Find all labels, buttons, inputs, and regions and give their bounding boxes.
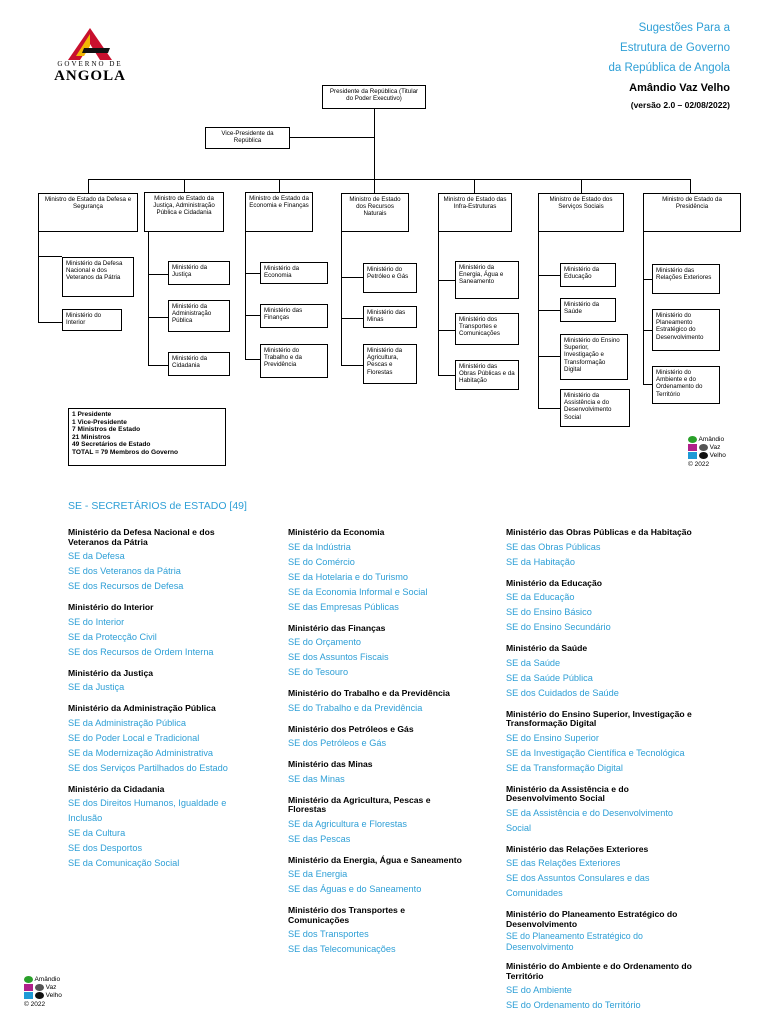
box-ministerio-transportes: Ministério dos Transportes e Comunicações — [455, 313, 519, 345]
se-item: SE do Tesouro — [288, 667, 349, 677]
magenta-square-icon — [24, 984, 33, 991]
se-item: SE da Modernização Administrativa — [68, 747, 214, 758]
se-ministry-heading: Ministério da Administração Pública — [68, 703, 216, 713]
title-line-3: da República de Angola — [608, 62, 730, 74]
summary-line: 1 Presidente — [72, 411, 112, 418]
box-ministerio-petroleo: Ministério do Petróleo e Gás — [363, 263, 417, 293]
se-item: SE do Orçamento — [288, 637, 362, 647]
legend-copyright: © 2022 — [688, 460, 710, 468]
se-ministry-heading: Ministério das Minas — [288, 759, 373, 769]
se-ministry-heading: Ministério das Obras Públicas e da Habitação — [506, 527, 692, 537]
summary-line: 21 Ministros — [72, 433, 111, 441]
angola-emblem-icon — [40, 26, 140, 60]
se-item: SE dos Serviços Partilhados do Estado — [68, 762, 228, 773]
se-item: SE da Saúde Pública — [506, 672, 593, 683]
se-item: SE dos Cuidados de Saúde — [506, 687, 619, 698]
se-item: SE das Pescas — [288, 833, 351, 844]
governo-angola-logo — [40, 26, 140, 90]
green-dot-icon — [24, 976, 33, 983]
box-ministro-estado-justica: Ministro de Estado da Justiça, Administração Pública e Cidadania — [144, 192, 224, 232]
box-ministro-estado-infra: Ministro de Estado das Infra-Estruturas — [438, 193, 512, 232]
box-ministerio-minas: Ministério das Minas — [363, 306, 417, 328]
summary-line: 7 Ministros de Estado — [72, 426, 141, 434]
box-ministro-estado-economia: Ministro de Estado da Economia e Finanças — [245, 192, 313, 232]
logo-text-angola: ANGOLA — [54, 68, 126, 84]
legend-name-2: Vaz — [709, 444, 721, 452]
author-name: Amândio Vaz Velho — [629, 82, 730, 94]
box-ministerio-financas: Ministério das Finanças — [260, 304, 328, 328]
summary-line: 49 Secretários de Estado — [72, 441, 151, 449]
box-ministerio-obras-publicas: Ministério das Obras Públicas e da Habitação — [455, 360, 519, 390]
se-item: SE dos Recursos de Ordem Interna — [68, 646, 214, 657]
box-ministerio-economia: Ministério da Economia — [260, 262, 328, 284]
box-ministerio-ensino-superior: Ministério do Ensino Superior, Investigação e Transformação Digital — [560, 334, 628, 380]
se-ministry-heading: Ministério das Relações Exteriores — [506, 843, 649, 854]
se-item: SE da Indústria — [288, 541, 351, 552]
box-ministerio-planeamento: Ministério do Planeamento Estratégico do Desenvolvimento — [652, 309, 720, 351]
grey-dot-icon — [699, 444, 708, 451]
se-item: SE da Justiça — [68, 682, 125, 692]
author-legend-top — [688, 436, 726, 469]
se-item: SE das Águas e do Saneamento — [288, 884, 422, 894]
se-ministry-heading: Ministério do Trabalho e da Previdência — [288, 688, 450, 698]
box-ministerio-saude: Ministério da Saúde — [560, 298, 616, 322]
legend-copyright: © 2022 — [24, 1000, 46, 1008]
se-ministry-heading: Ministério do Ensino Superior, Investigação e Transformação Digital — [506, 708, 692, 728]
legend-name-2: Vaz — [45, 984, 57, 992]
magenta-square-icon — [688, 444, 697, 451]
black-dot-icon — [35, 992, 44, 999]
box-vice-presidente: Vice-Presidente da República — [205, 127, 290, 149]
se-item: SE das Relações Exteriores — [506, 858, 621, 868]
se-ministry-heading: Ministério dos Transportes e Comunicações — [288, 905, 405, 925]
se-item: SE das Telecomunicações — [288, 944, 396, 954]
se-item: SE da Assistência e do Desenvolvimento Social — [506, 807, 673, 833]
se-item: SE da Investigação Científica e Tecnológica — [506, 747, 685, 758]
se-item: SE do Trabalho e da Previdência — [288, 702, 423, 713]
title-line-2: Estrutura de Governo — [620, 42, 730, 54]
legend-name-3: Velho — [45, 992, 62, 1000]
se-ministry-heading: Ministério da Defesa Nacional e dos Veteranos da Pátria — [68, 527, 215, 547]
se-ministry-heading: Ministério do Planeamento Estratégico do Desenvolvimento — [506, 909, 678, 929]
box-ministerio-administracao: Ministério da Administração Pública — [168, 300, 230, 332]
se-item: SE da Saúde — [506, 657, 561, 668]
se-item: SE da Cultura — [68, 828, 126, 838]
se-item: SE do Ambiente — [506, 985, 572, 995]
box-ministerio-agricultura: Ministério da Agricultura, Pescas e Florestas — [363, 344, 417, 384]
se-ministry-heading: Ministério do Ambiente e do Ordenamento do Território — [506, 961, 692, 981]
se-ministry-heading: Ministério da Justiça — [68, 667, 154, 678]
se-ministry-heading: Ministério das Finanças — [288, 622, 386, 633]
box-ministro-estado-social: Ministro de Estado dos Serviços Sociais — [538, 193, 624, 232]
black-dot-icon — [699, 452, 708, 459]
se-item: SE da Defesa — [68, 551, 125, 561]
se-item: SE do Ordenamento do Território — [506, 1000, 641, 1010]
box-ministro-estado-recursos: Ministro de Estado dos Recursos Naturais — [341, 193, 409, 232]
box-ministerio-relacoes-exteriores: Ministério das Relações Exteriores — [652, 264, 720, 294]
box-ministerio-energia: Ministério da Energia, Água e Saneamento — [455, 261, 519, 299]
se-item: SE da Transformação Digital — [506, 762, 623, 773]
se-column-3 — [506, 528, 692, 1013]
box-ministerio-justica: Ministério da Justiça — [168, 261, 230, 285]
se-item: SE do Ensino Secundário — [506, 622, 611, 632]
se-item: SE da Comunicação Social — [68, 858, 180, 868]
se-column-1 — [68, 528, 246, 871]
box-presidente: Presidente da República (Titular do Poder Executivo) — [322, 85, 426, 109]
se-item: SE do Interior — [68, 616, 125, 627]
box-ministerio-ambiente: Ministério do Ambiente e do Ordenamento do Território — [652, 366, 720, 404]
se-item: SE da Administração Pública — [68, 717, 186, 728]
box-ministerio-trabalho: Ministério do Trabalho e da Previdência — [260, 344, 328, 378]
se-item: SE da Protecção Civil — [68, 631, 157, 642]
se-item: SE das Empresas Públicas — [288, 601, 399, 612]
legend-name-3: Velho — [709, 452, 726, 460]
se-item: SE da Energia — [288, 869, 348, 879]
version-label: (versão 2.0 – 02/08/2022) — [630, 100, 730, 110]
blue-square-icon — [688, 452, 697, 459]
summary-line: 1 Vice-Presidente — [72, 418, 127, 426]
se-ministry-heading: Ministério da Agricultura, Pescas e Florestas — [288, 794, 431, 814]
se-item: SE dos Assuntos Fiscais — [288, 652, 389, 662]
se-item: SE dos Direitos Humanos, Igualdade e Inclusão — [68, 798, 227, 823]
se-ministry-heading: Ministério da Cidadania — [68, 783, 165, 794]
green-dot-icon — [688, 436, 697, 443]
se-item: SE das Minas — [288, 773, 345, 784]
se-item: SE dos Assuntos Consulares e das Comunidades — [506, 873, 650, 898]
se-item: SE dos Recursos de Defesa — [68, 581, 184, 591]
author-legend-bottom — [24, 976, 62, 1009]
se-item: SE dos Desportos — [68, 843, 143, 853]
se-item: SE dos Veteranos da Pátria — [68, 566, 181, 576]
logo-text-governo: GOVERNO DE — [57, 60, 123, 68]
se-item: SE dos Transportes — [288, 929, 369, 939]
se-item: SE da Agricultura e Florestas — [288, 818, 407, 829]
se-item: SE da Habitação — [506, 556, 575, 567]
se-ministry-heading: Ministério do Interior — [68, 602, 154, 612]
box-ministerio-educacao: Ministério da Educação — [560, 263, 616, 287]
se-item: SE dos Petróleos e Gás — [288, 738, 387, 748]
box-ministerio-assistencia: Ministério da Assistência e do Desenvolvimento Social — [560, 389, 630, 427]
box-ministerio-defesa: Ministério da Defesa Nacional e dos Veteranos da Pátria — [62, 257, 134, 297]
se-ministry-heading: Ministério da Assistência e do Desenvolvimento Social — [506, 783, 629, 803]
se-item: SE das Obras Públicas — [506, 541, 601, 552]
box-ministro-estado-presidencia: Ministro de Estado da Presidência — [643, 193, 741, 232]
se-item: SE do Planeamento Estratégico do Desenvolvimento — [506, 931, 643, 952]
summary-box — [68, 408, 226, 466]
se-ministry-heading: Ministério dos Petróleos e Gás — [288, 723, 414, 734]
legend-name-1: Amândio — [698, 436, 725, 444]
blue-square-icon — [24, 992, 33, 999]
se-ministry-heading: Ministério da Energia, Água e Saneamento — [288, 854, 462, 865]
legend-name-1: Amândio — [34, 976, 61, 984]
se-item: SE do Ensino Básico — [506, 607, 592, 617]
box-ministerio-interior: Ministério do Interior — [62, 309, 122, 331]
se-item: SE da Economia Informal e Social — [288, 586, 428, 597]
se-ministry-heading: Ministério da Educação — [506, 577, 602, 588]
se-section-title: SE - SECRETÁRIOS de ESTADO [49] — [68, 500, 247, 512]
summary-line: TOTAL = 79 Membros do Governo — [72, 448, 179, 456]
se-item: SE da Educação — [506, 592, 575, 602]
box-ministro-estado-defesa: Ministro de Estado da Defesa e Segurança — [38, 193, 138, 232]
se-item: SE do Comércio — [288, 556, 355, 567]
title-line-1: Sugestões Para a — [638, 22, 730, 34]
grey-dot-icon — [35, 984, 44, 991]
se-ministry-heading: Ministério da Economia — [288, 527, 385, 537]
se-column-2 — [288, 528, 468, 957]
se-item: SE do Ensino Superior — [506, 732, 599, 743]
se-item: SE da Hotelaria e do Turismo — [288, 571, 409, 582]
se-item: SE do Poder Local e Tradicional — [68, 732, 200, 743]
box-ministerio-cidadania: Ministério da Cidadania — [168, 352, 230, 376]
se-ministry-heading: Ministério da Saúde — [506, 643, 588, 653]
